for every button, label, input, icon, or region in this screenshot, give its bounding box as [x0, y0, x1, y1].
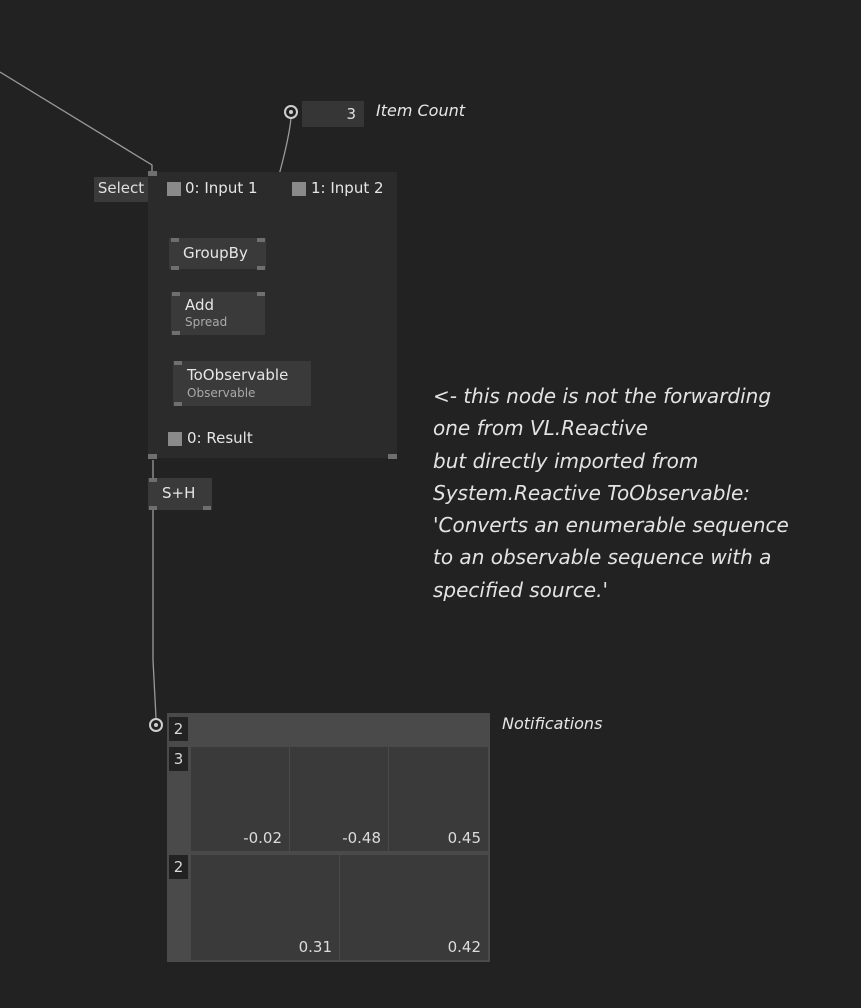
- select-resize-handle[interactable]: [388, 454, 397, 459]
- comment-line: specified source.': [433, 577, 608, 602]
- toobservable-input-pin[interactable]: [174, 361, 182, 365]
- groupby-title: GroupBy: [183, 244, 248, 262]
- group-row: [191, 747, 488, 851]
- value-cell[interactable]: [191, 855, 340, 960]
- value-text: 0.45: [447, 829, 481, 847]
- item-count-value: 3: [346, 105, 356, 123]
- notifications-pin-icon[interactable]: [149, 718, 163, 732]
- sh-title: S+H: [162, 484, 196, 502]
- toobservable-output-pin[interactable]: [174, 402, 182, 406]
- result-pin[interactable]: [168, 432, 182, 446]
- group-row: [191, 855, 488, 960]
- item-count-input[interactable]: [302, 101, 364, 127]
- wire-select-input: [0, 72, 152, 174]
- toobservable-title: ToObservable: [187, 366, 289, 384]
- add-title: Add: [185, 296, 215, 314]
- comment-text: [433, 380, 843, 606]
- notifications-label: Notifications: [502, 714, 603, 733]
- notifications-iobox[interactable]: [167, 713, 490, 962]
- add-node[interactable]: [171, 292, 265, 335]
- value-cell[interactable]: [290, 747, 389, 851]
- group-count: 3: [169, 747, 188, 771]
- value-cell[interactable]: [191, 747, 290, 851]
- input1-pin[interactable]: [167, 182, 181, 196]
- groupby-input-pin-2[interactable]: [257, 238, 265, 242]
- add-input-pin-1[interactable]: [172, 292, 180, 296]
- input2-label: 1: Input 2: [311, 179, 384, 197]
- result-label: 0: Result: [187, 429, 253, 447]
- select-label: Select: [94, 177, 148, 202]
- comment-line: but directly imported from: [433, 448, 699, 473]
- item-count-label: Item Count: [376, 101, 466, 120]
- select-output-pin[interactable]: [148, 454, 157, 459]
- input1-label: 0: Input 1: [185, 179, 258, 197]
- sh-input-pin[interactable]: [149, 478, 157, 482]
- value-text: -0.02: [243, 829, 282, 847]
- value-text: 0.42: [447, 938, 481, 956]
- wire-sh-notifications: [153, 510, 156, 718]
- group-count: 2: [169, 855, 188, 879]
- value-text: 0.31: [298, 938, 332, 956]
- sh-output-pin-2[interactable]: [203, 506, 211, 510]
- add-output-pin[interactable]: [172, 331, 180, 335]
- toobservable-category: Observable: [187, 386, 256, 400]
- item-count-pin-icon[interactable]: [284, 105, 298, 119]
- add-input-pin-2[interactable]: [257, 292, 265, 296]
- comment-line: System.Reactive ToObservable:: [433, 480, 751, 505]
- groupby-input-pin-1[interactable]: [171, 238, 179, 242]
- value-cell[interactable]: [389, 747, 488, 851]
- comment-line: <- this node is not the forwarding: [433, 384, 772, 408]
- toobservable-node[interactable]: [173, 361, 311, 406]
- value-cell[interactable]: [340, 855, 488, 960]
- groupby-output-pin-1[interactable]: [171, 266, 179, 270]
- add-category: Spread: [185, 315, 228, 329]
- notifications-outer-count: 2: [169, 717, 188, 741]
- comment-line: one from VL.Reactive: [433, 416, 649, 441]
- sh-output-pin[interactable]: [149, 506, 157, 510]
- select-input-pin[interactable]: [148, 171, 157, 176]
- groupby-node[interactable]: [169, 238, 266, 269]
- groupby-output-pin-2[interactable]: [257, 266, 265, 270]
- input2-pin[interactable]: [292, 182, 306, 196]
- value-text: -0.48: [342, 829, 381, 847]
- comment-line: 'Converts an enumerable sequence: [433, 513, 789, 538]
- comment-line: to an observable sequence with a: [433, 545, 772, 570]
